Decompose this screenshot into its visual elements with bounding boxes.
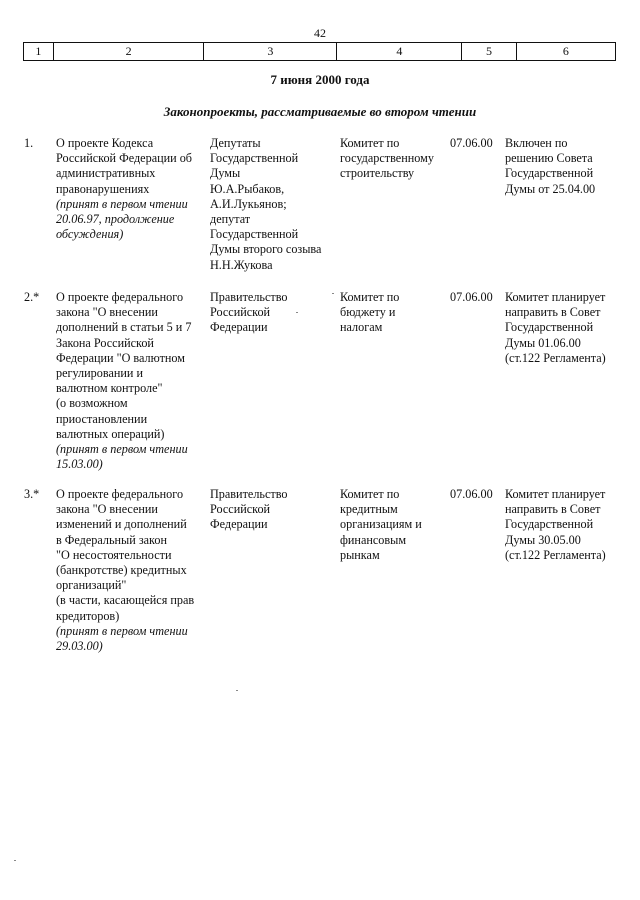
bill-author-line: депутат bbox=[210, 212, 251, 227]
column-number: 5 bbox=[461, 43, 516, 60]
committee-line: кредитным bbox=[340, 502, 398, 517]
consideration-date: 07.06.00 bbox=[450, 487, 493, 501]
committee-line: налогам bbox=[340, 320, 383, 335]
consideration-date: 07.06.00 bbox=[450, 290, 493, 304]
bill-title-line: О проекте федерального bbox=[56, 487, 184, 501]
committee-line: Комитет по bbox=[340, 487, 400, 501]
bill-author-line: Правительство bbox=[210, 290, 288, 304]
bill-note-line: Комитет планирует bbox=[505, 487, 606, 501]
bill-note-line: Государственной bbox=[505, 166, 594, 181]
bill-author-line: Правительство bbox=[210, 487, 288, 501]
bill-reading-status-line: (принят в первом чтении bbox=[56, 442, 188, 457]
bill-author-line: Государственной bbox=[210, 151, 299, 166]
scan-speck bbox=[332, 293, 334, 294]
bill-note-line: Думы 30.05.00 bbox=[505, 532, 581, 547]
bill-title-line: дополнений в статьи 5 и 7 bbox=[56, 320, 192, 335]
bill-note-line: Государственной bbox=[505, 320, 594, 335]
responsible-committee bbox=[340, 136, 450, 182]
bill-title bbox=[56, 136, 206, 242]
bill-note-line: Государственной bbox=[505, 517, 594, 532]
bill-title-line: валютных операций) bbox=[56, 426, 165, 441]
bill-author-line: А.И.Лукьянов; bbox=[210, 196, 287, 211]
committee-line: государственному bbox=[340, 151, 434, 166]
bill-title-line: (банкротстве) кредитных bbox=[56, 563, 187, 578]
bill-title-line: в Федеральный закон bbox=[56, 532, 167, 547]
bill-title-line: изменений и дополнений bbox=[56, 517, 187, 532]
column-number-header bbox=[23, 42, 616, 61]
bill-author bbox=[210, 487, 338, 533]
bill-author-line: Н.Н.Жукова bbox=[210, 257, 273, 272]
scan-speck bbox=[14, 860, 16, 861]
bill-title-line: правонарушениях bbox=[56, 181, 150, 196]
bill-reading-status-line: (принят в первом чтении bbox=[56, 623, 188, 638]
bill-title bbox=[56, 290, 206, 472]
page-number: 42 bbox=[314, 26, 326, 40]
bill-reading-status-line: 15.03.00) bbox=[56, 457, 103, 472]
column-number: 3 bbox=[203, 43, 336, 60]
committee-line: Комитет по bbox=[340, 290, 400, 304]
bill-note-line: Думы 01.06.00 bbox=[505, 335, 581, 350]
bill-reading-status-line: обсуждения) bbox=[56, 227, 124, 242]
bill-title-line: (о возможном bbox=[56, 396, 128, 411]
bill-title-line: регулировании и bbox=[56, 366, 143, 381]
scan-speck bbox=[236, 690, 238, 691]
bill-note-line: (ст.122 Регламента) bbox=[505, 547, 606, 562]
committee-line: бюджету и bbox=[340, 305, 396, 320]
bill-title-line: (в части, касающейся прав bbox=[56, 593, 195, 608]
bill-number: 2.* bbox=[24, 290, 40, 304]
bill-title-line: "О несостоятельности bbox=[56, 547, 172, 562]
bill-reading-status-line: 20.06.97, продолжение bbox=[56, 212, 175, 227]
consideration-date: 07.06.00 bbox=[450, 136, 493, 150]
bill-title-line: закона "О внесении bbox=[56, 502, 158, 517]
bill-author-line: Российской bbox=[210, 305, 271, 320]
bill-row bbox=[0, 487, 640, 657]
bill-title-line: валютном контроле" bbox=[56, 381, 163, 396]
bill-title-line: приостановлении bbox=[56, 411, 148, 426]
column-number: 6 bbox=[516, 43, 615, 60]
bill-note-line: решению Совета bbox=[505, 151, 593, 166]
bill-author-line: Федерации bbox=[210, 517, 268, 532]
committee-line: финансовым bbox=[340, 532, 407, 547]
bill-author bbox=[210, 290, 338, 336]
column-number: 2 bbox=[53, 43, 204, 60]
bill-note-line: направить в Совет bbox=[505, 305, 601, 320]
bill-author-line: Федерации bbox=[210, 320, 268, 335]
bill-note-line: Включен по bbox=[505, 136, 568, 150]
committee-line: организациям и bbox=[340, 517, 422, 532]
bill-author-line: Думы bbox=[210, 166, 241, 181]
date-heading: 7 июня 2000 года bbox=[270, 72, 370, 87]
committee-line: рынкам bbox=[340, 547, 380, 562]
bill-number: 1. bbox=[24, 136, 34, 150]
bill-title bbox=[56, 487, 206, 654]
bill-title-line: кредиторов) bbox=[56, 608, 120, 623]
bill-author bbox=[210, 136, 338, 273]
bill-author-line: Ю.А.Рыбаков, bbox=[210, 181, 285, 196]
bill-author-line: Депутаты bbox=[210, 136, 261, 150]
section-heading: Законопроекты, рассматриваемые во втором чтении bbox=[163, 104, 477, 119]
bill-note-line: Комитет планирует bbox=[505, 290, 606, 304]
column-number: 4 bbox=[336, 43, 461, 60]
bill-title-line: административных bbox=[56, 166, 156, 181]
responsible-committee bbox=[340, 487, 450, 563]
bill-number: 3.* bbox=[24, 487, 40, 501]
bill-title-line: закона "О внесении bbox=[56, 305, 158, 320]
bill-row bbox=[0, 290, 640, 475]
bill-title-line: О проекте Кодекса bbox=[56, 136, 154, 150]
bill-reading-status-line: 29.03.00) bbox=[56, 639, 103, 654]
responsible-committee bbox=[340, 290, 450, 336]
bill-note-line: Думы от 25.04.00 bbox=[505, 181, 596, 196]
bill-reading-status-line: (принят в первом чтении bbox=[56, 196, 188, 211]
bill-title-line: организаций" bbox=[56, 578, 127, 593]
bill-note bbox=[505, 136, 617, 197]
bill-title-line: О проекте федерального bbox=[56, 290, 184, 304]
bill-author-line: Государственной bbox=[210, 227, 299, 242]
bill-row bbox=[0, 136, 640, 276]
bill-author-line: Думы второго созыва bbox=[210, 242, 322, 257]
bill-note-line: направить в Совет bbox=[505, 502, 601, 517]
bill-note bbox=[505, 487, 617, 563]
bill-note-line: (ст.122 Регламента) bbox=[505, 350, 606, 365]
bill-author-line: Российской bbox=[210, 502, 271, 517]
committee-line: Комитет по bbox=[340, 136, 400, 150]
bill-note bbox=[505, 290, 617, 366]
scan-speck bbox=[296, 312, 298, 313]
bill-title-line: Закона Российской bbox=[56, 335, 154, 350]
bill-title-line: Федерации "О валютном bbox=[56, 350, 185, 365]
bill-title-line: Российской Федерации об bbox=[56, 151, 193, 166]
committee-line: строительству bbox=[340, 166, 415, 181]
column-number: 1 bbox=[35, 44, 42, 58]
